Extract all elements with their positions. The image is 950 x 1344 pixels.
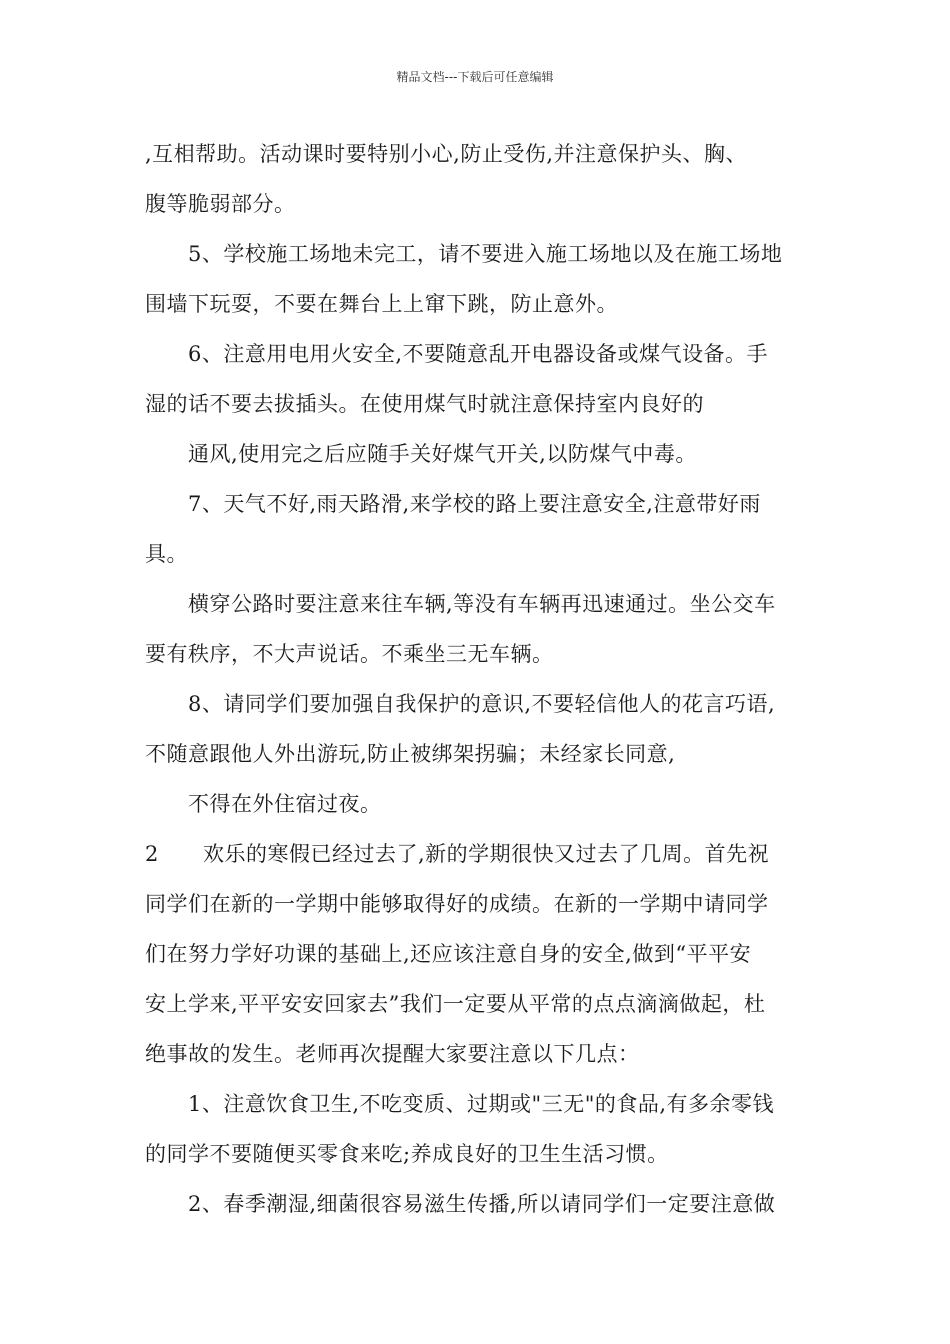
text-line: 7、天气不好,雨天路滑,来学校的路上要注意安全,注意带好雨: [188, 492, 761, 516]
text-line: 具。: [145, 542, 188, 566]
text-line: 们在努力学好功课的基础上,还应该注意自身的安全,做到“平平安: [145, 942, 752, 966]
text-line: 湿的话不要去拔插头。在使用煤气时就注意保持室内良好的: [145, 392, 704, 416]
text-line: 围墙下玩耍，不要在舞台上上窜下跳，防止意外。: [145, 292, 618, 316]
text-line: 绝事故的发生。老师再次提醒大家要注意以下几点：: [145, 1042, 640, 1066]
numbered-paragraph-line: [145, 838, 769, 868]
text-line: 要有秩序，不大声说话。不乘坐三无车辆。: [145, 642, 554, 666]
text-line: 通风,使用完之后应随手关好煤气开关,以防煤气中毒。: [188, 442, 697, 466]
section-number: 2: [145, 842, 159, 866]
text-line: 的同学不要随便买零食来吃;养成良好的卫生生活习惯。: [145, 1142, 669, 1166]
text-line: 不随意跟他人外出游玩,防止被绑架拐骗；未经家长同意,: [145, 742, 676, 766]
text-line: 6、注意用电用火安全,不要随意乱开电器设备或煤气设备。手: [188, 342, 769, 366]
page-header: 精品文档---下载后可任意编辑: [396, 70, 554, 84]
text-line: 8、请同学们要加强自我保护的意识,不要轻信他人的花言巧语,: [188, 692, 776, 716]
text-line: 2、春季潮湿,细菌很容易滋生传播,所以请同学们一定要注意做: [188, 1192, 776, 1216]
text-line: 腹等脆弱部分。: [145, 192, 296, 216]
text-line: 5、学校施工场地未完工，请不要进入施工场地以及在施工场地: [188, 242, 783, 266]
text-line: 横穿公路时要注意来往车辆,等没有车辆再迅速通过。坐公交车: [188, 592, 776, 616]
text-line: ,互相帮助。活动课时要特别小心,防止受伤,并注意保护头、胸、: [145, 142, 748, 166]
text-line: 1、注意饮食卫生,不吃变质、过期或"三无"的食品,有多余零钱: [188, 1092, 775, 1116]
text-line: 同学们在新的一学期中能够取得好的成绩。在新的一学期中请同学: [145, 892, 769, 916]
text-line: 安上学来,平平安安回家去”我们一定要从平常的点点滴滴做起，杜: [145, 992, 766, 1016]
text-line: 欢乐的寒假已经过去了,新的学期很快又过去了几周。首先祝: [203, 842, 770, 866]
text-line: 不得在外住宿过夜。: [188, 792, 382, 816]
